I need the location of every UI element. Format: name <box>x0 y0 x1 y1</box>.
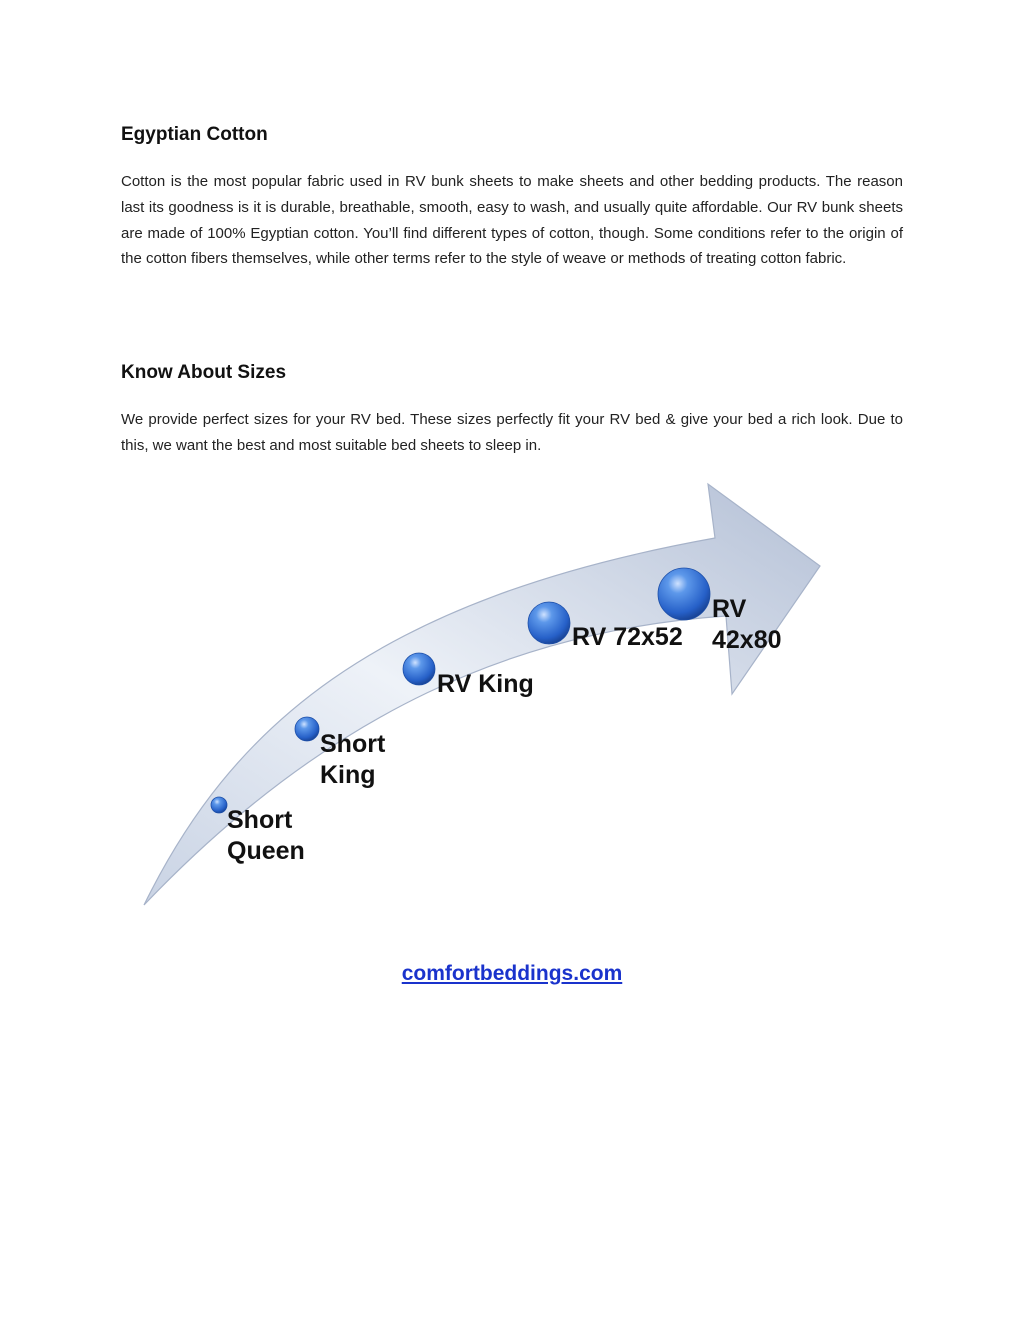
step-label-line: Short <box>227 806 293 834</box>
section-body-know-about-sizes: We provide perfect sizes for your RV bed. These sizes perfectly fit your RV bed & give your bed a rich look. Due to this, we want the best and most suitable bed sheets to sleep in. <box>121 411 903 454</box>
step-label-line: RV King <box>437 670 534 698</box>
step-label-line: 42x80 <box>712 626 782 654</box>
step-label-line: RV <box>712 595 747 623</box>
bead-rv-72x52 <box>528 602 570 644</box>
section-heading-egyptian-cotton: Egyptian Cotton <box>121 124 268 145</box>
step-label-line: Queen <box>227 837 305 865</box>
bead-short-queen <box>211 797 227 813</box>
step-label-rv-72x52 <box>572 622 683 653</box>
curved-arrow-graphic <box>0 470 1024 930</box>
step-label-rv-42x80 <box>712 594 782 656</box>
bead-short-king <box>295 717 319 741</box>
bead-rv-king <box>403 653 435 685</box>
website-link[interactable]: comfortbeddings.com <box>401 962 623 985</box>
section-body-egyptian-cotton: Cotton is the most popular fabric used in RV bunk sheets to make sheets and other bedding products. The reason last its goodness is it is durable, breathable, smooth, easy to wash, and usually quite affordable. Our RV bunk sheets are made of 100% Egyptian cotton. You’ll find different types of cotton, though. Some conditions refer to the origin of the cotton fibers themselves, while other terms refer to the style of weave or methods of treating cotton fabric. <box>121 173 903 268</box>
step-label-line: King <box>320 761 376 789</box>
footer <box>0 962 1024 986</box>
step-label-short-king <box>320 729 385 791</box>
step-label-line: Short <box>320 730 386 758</box>
step-label-line: RV 72x52 <box>572 623 683 651</box>
size-progression-diagram <box>0 470 1024 930</box>
step-label-short-queen <box>227 805 305 867</box>
section-heading-know-about-sizes: Know About Sizes <box>121 362 287 383</box>
step-label-rv-king <box>437 669 534 700</box>
bead-rv-42x80 <box>658 568 710 620</box>
